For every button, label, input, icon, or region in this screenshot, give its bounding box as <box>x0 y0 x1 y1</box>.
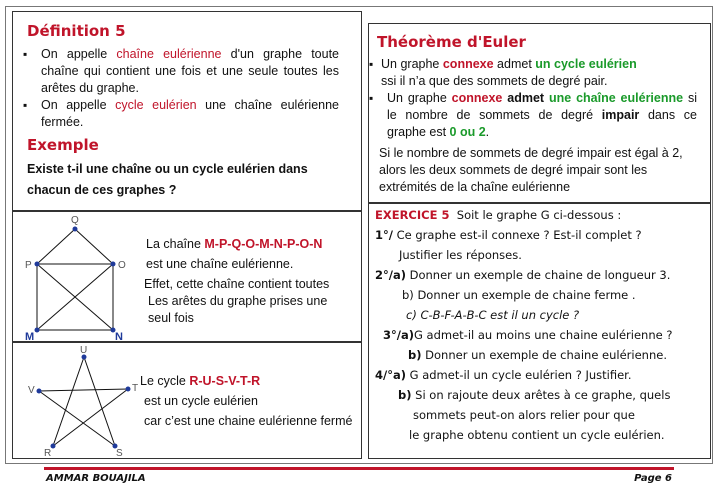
graph2-line1: Le cycle R-U-S-V-T-R <box>140 374 261 388</box>
theorem-item-2: ▪ Un graphe connexe admet une chaîne eulérienne si le nombre de sommets de degré impair dans ce graphe est 0 ou 2. <box>363 90 697 141</box>
vertex-v <box>37 389 42 394</box>
vertex-m <box>35 328 40 333</box>
vertex-r <box>51 444 56 449</box>
definition-title: Définition 5 <box>27 22 126 40</box>
footer-page-number: Page 6 <box>634 473 672 484</box>
definition-list <box>17 46 339 131</box>
theorem-list <box>363 56 697 141</box>
vertex-t <box>126 387 131 392</box>
graph1-panel <box>12 211 362 342</box>
graph2-line3: car c’est une chaine eulérienne fermé <box>144 414 353 428</box>
definition-item: ▪ On appelle chaîne eulérienne d'un graphe toute chaîne qui contient une fois et une seule toutes les arêtes du graphe. <box>17 46 339 97</box>
graph1-line1: La chaîne M-P-Q-O-M-N-P-O-N <box>146 237 323 251</box>
exercise-line: Justifier les réponses. <box>399 248 522 262</box>
exercise-header: EXERCICE 5 Soit le graphe G ci-dessous : <box>375 208 622 222</box>
vertex-p <box>35 262 40 267</box>
vertex-label-v: V <box>28 385 35 396</box>
graph2-line2: est un cycle eulérien <box>144 394 258 408</box>
vertex-label-n: N <box>115 331 123 342</box>
theorem-panel <box>368 23 711 203</box>
exercise-line: 4/°a) G admet-il un cycle eulérien ? Justifier. <box>375 368 632 382</box>
exercise-line: 2°/a) Donner un exemple de chaine de longueur 3. <box>375 268 671 282</box>
theorem-title: Théorème d'Euler <box>377 33 526 51</box>
definition-item: ▪ On appelle cycle eulérien une chaîne eulérienne fermée. <box>17 97 339 131</box>
graph1-line4: Les arêtes du graphe prises une <box>148 294 328 308</box>
exercise-panel <box>368 203 711 459</box>
theorem-item-1: ▪ Un graphe connexe admet un cycle eulérien ssi il n’a que des sommets de degré pair. <box>363 56 697 90</box>
graph2-panel <box>12 342 362 459</box>
graph1-line3: Effet, cette chaîne contient toutes <box>144 277 330 291</box>
graph1-line5: seul fois <box>148 311 194 325</box>
graph2-svg <box>19 343 149 458</box>
exemple-title: Exemple <box>27 136 99 154</box>
exercise-line: b) Donner un exemple de chaine ferme . <box>402 288 636 302</box>
graph1-svg <box>19 212 139 342</box>
exercise-line: sommets peut-on alors relier pour que <box>413 408 635 422</box>
page-footer <box>44 467 674 487</box>
vertex-label-q: Q <box>71 215 79 226</box>
exercise-line: c) C-B-F-A-B-C est il un cycle ? <box>406 308 580 322</box>
definition-panel <box>12 11 362 211</box>
vertex-q <box>73 227 78 232</box>
vertex-label-m: M <box>25 331 35 342</box>
vertex-label-p: P <box>25 260 32 271</box>
graph2-text <box>140 373 362 430</box>
exercise-line: 1°/ Ce graphe est-il connexe ? Est-il complet ? <box>375 228 642 242</box>
graph1-line2: est une chaîne eulérienne. <box>146 257 294 271</box>
vertex-o <box>111 262 116 267</box>
graph1-text <box>146 236 361 327</box>
exercise-line: le graphe obtenu contient un cycle eulérien. <box>409 428 665 442</box>
vertex-label-s: S <box>116 448 123 458</box>
footer-author: AMMAR BOUAJILA <box>46 473 146 484</box>
exercise-line: b) Si on rajoute deux arêtes à ce graphe, quels <box>398 388 671 402</box>
exemple-question: Existe t-il une chaîne ou un cycle eulérien dans chacun de ces graphes ? <box>27 162 308 197</box>
exercise-line: 3°/a)G admet-il au moins une chaine eulérienne ? <box>383 328 673 342</box>
vertex-label-t: T <box>132 383 139 394</box>
exercise-line: b) Donner un exemple de chaine eulérienne. <box>408 348 667 362</box>
vertex-label-o: O <box>118 260 126 271</box>
theorem-note: Si le nombre de sommets de degré impair est égal à 2, alors les deux sommets de degré impair sont les extrémités de la chaîne eulérienne <box>379 146 683 194</box>
vertex-label-u: U <box>80 345 88 356</box>
vertex-label-r: R <box>44 448 52 458</box>
